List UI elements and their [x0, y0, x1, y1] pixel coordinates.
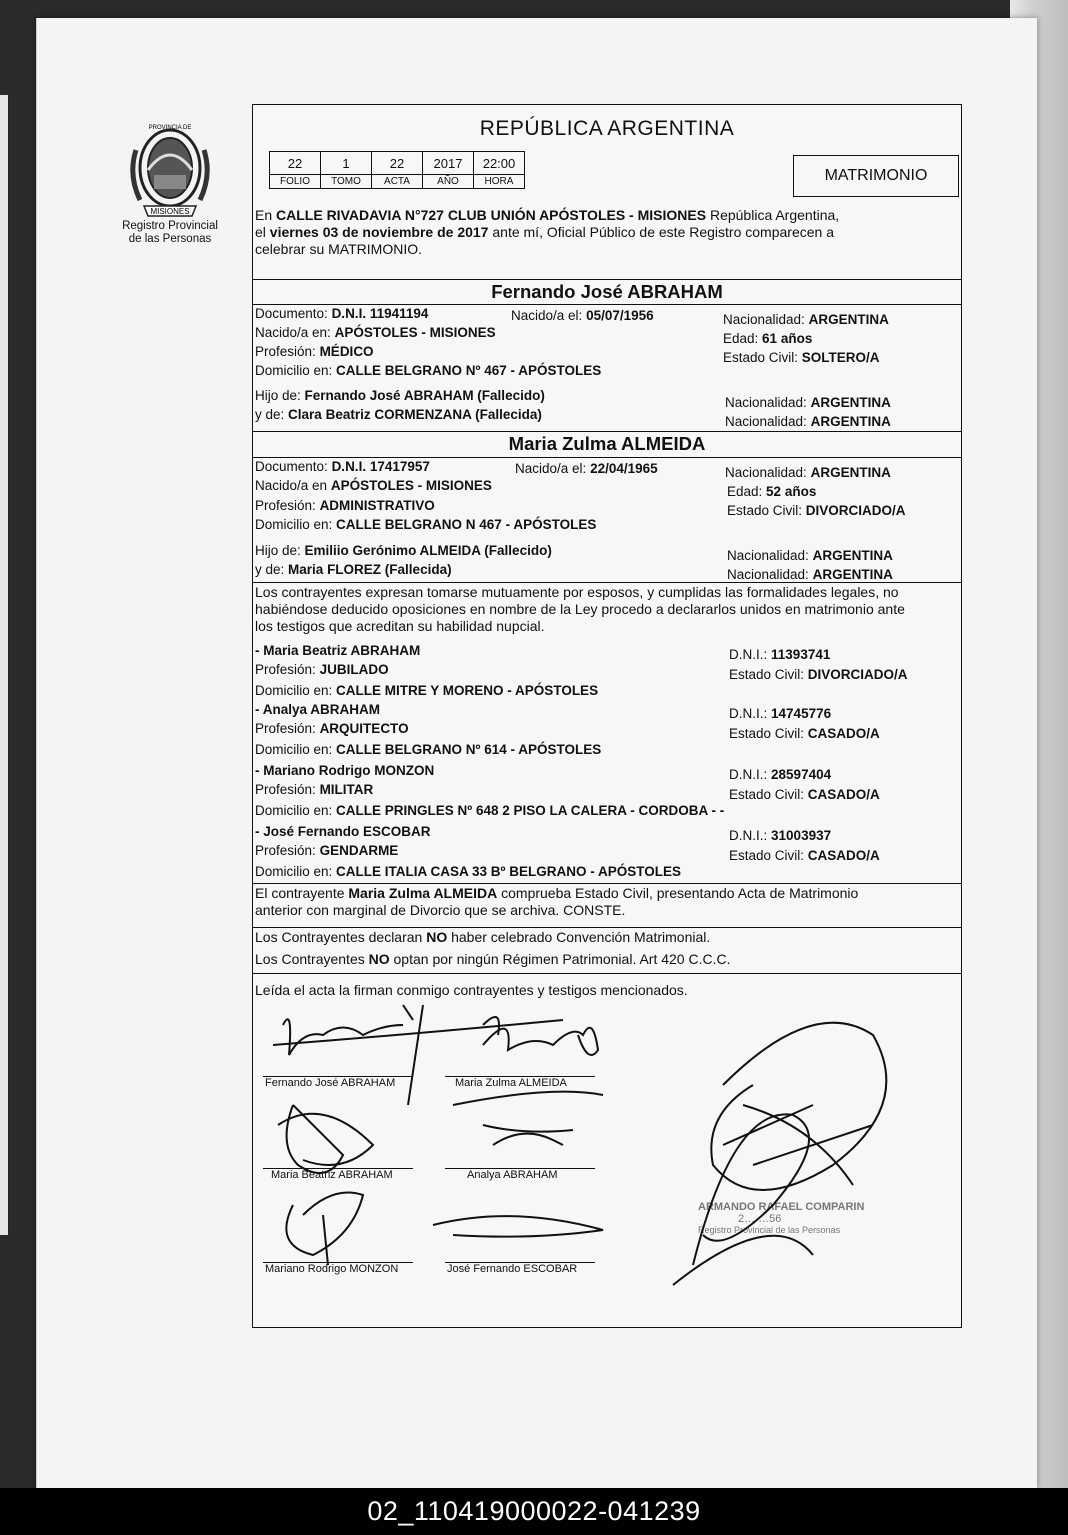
witness-name: - Analya ABRAHAM	[255, 702, 381, 717]
c1-father-nationality: Nacionalidad: ARGENTINA	[725, 395, 891, 410]
witness-address: Domicilio en: CALLE BELGRANO Nº 614 - APÓSTOLES	[255, 742, 602, 757]
civil-status-note: El contrayente Maria Zulma ALMEIDA comprueba Estado Civil, presentando Acta de Matrimonio anterior con marginal de Divorcio que se archiva. CONSTE.	[255, 885, 859, 918]
record-type: MATRIMONIO	[793, 155, 959, 197]
c1-address: Domicilio en: CALLE BELGRANO Nº 467 - APÓSTOLES	[255, 363, 602, 378]
witness-dni: D.N.I.: 14745776	[729, 706, 832, 721]
c2-profession: Profesión: ADMINISTRATIVO	[255, 498, 435, 513]
year-label: AÑO	[423, 175, 474, 189]
tomo-label: TOMO	[321, 175, 372, 189]
witness-profession: Profesión: ARQUITECTO	[255, 721, 409, 736]
seal-bottom-text: MISIONES	[150, 207, 190, 216]
witness-dni: D.N.I.: 11393741	[729, 647, 831, 662]
witness-civil-status: Estado Civil: CASADO/A	[729, 787, 880, 802]
official-stamp: ARMANDO RAFAEL COMPARIN 2… …56 Registro Provincial de las Personas	[698, 1201, 865, 1235]
seal-top-text: PROVINCIA DE	[148, 125, 192, 131]
convention-statement: Los Contrayentes declaran NO haber celebrado Convención Matrimonial.	[255, 929, 711, 945]
c2-nationality: Nacionalidad: ARGENTINA	[725, 465, 891, 480]
c2-father-nationality: Nacionalidad: ARGENTINA	[727, 548, 893, 563]
folio-label: FOLIO	[270, 175, 321, 189]
c1-born: Nacido/a el: 05/07/1956	[511, 308, 654, 323]
adjacent-page-edge	[0, 95, 9, 1235]
c2-age: Edad: 52 años	[727, 484, 817, 499]
c1-mother: y de: Clara Beatriz CORMENZANA (Fallecida)	[255, 407, 542, 422]
sig-label-bride: Maria Zulma ALMEIDA	[455, 1077, 567, 1089]
witness-name: - Maria Beatriz ABRAHAM	[255, 643, 421, 658]
year-value: 2017	[423, 152, 474, 175]
declaration-paragraph: Los contrayentes expresan tomarse mutuamente por esposos, y cumplidas las formalidades legales, no habiéndose deducido oposiciones en nombre de la Ley procedo a declararlos unidos en matrimonio ante los testigos que acreditan su habilidad nupcial.	[255, 584, 905, 634]
c1-document: Documento: D.N.I. 11941194	[255, 306, 429, 321]
witness-profession: Profesión: MILITAR	[255, 782, 374, 797]
c2-born: Nacido/a el: 22/04/1965	[515, 461, 658, 476]
witness-profession: Profesión: JUBILADO	[255, 662, 389, 677]
witness-address: Domicilio en: CALLE ITALIA CASA 33 Bº BELGRANO - APÓSTOLES	[255, 864, 681, 879]
c1-nationality: Nacionalidad: ARGENTINA	[723, 312, 889, 327]
witness-dni: D.N.I.: 31003937	[729, 828, 832, 843]
ceremony-date: viernes 03 de noviembre de 2017	[269, 224, 489, 240]
sig-label-witness3: Mariano Rodrigo MONZON	[265, 1263, 399, 1275]
c1-birthplace: Nacido/a en: APÓSTOLES - MISIONES	[255, 325, 496, 340]
intro-paragraph: En CALLE RIVADAVIA N°727 CLUB UNIÓN APÓSTOLES - MISIONES República Argentina, el viernes 03 de noviembre de 2017 ante mí, Oficial Público de este Registro comparecen a celebrar su MATRIMONIO.	[255, 207, 840, 257]
registry-label	[110, 220, 230, 246]
folio-value: 22	[270, 152, 321, 175]
c1-father: Hijo de: Fernando José ABRAHAM (Fallecido)	[255, 388, 545, 403]
witness-civil-status: Estado Civil: DIVORCIADO/A	[729, 667, 908, 682]
hour-value: 22:00	[474, 152, 525, 175]
witness-name: - José Fernando ESCOBAR	[255, 824, 431, 839]
witness-dni: D.N.I.: 28597404	[729, 767, 832, 782]
registry-line1: Registro Provincial	[122, 220, 218, 232]
c2-civil-status: Estado Civil: DIVORCIADO/A	[727, 503, 906, 518]
handwritten-signatures-icon	[253, 105, 961, 1327]
sig-label-witness2: Analya ABRAHAM	[467, 1169, 558, 1181]
witness-civil-status: Estado Civil: CASADO/A	[729, 848, 880, 863]
scan-id-footer: 02_110419000022-041239	[0, 1488, 1068, 1535]
signature-intro: Leída el acta la firman conmigo contrayentes y testigos mencionados.	[255, 982, 688, 998]
witness-profession: Profesión: GENDARME	[255, 843, 399, 858]
c2-mother-nationality: Nacionalidad: ARGENTINA	[727, 567, 893, 582]
regime-statement: Los Contrayentes NO optan por ningún Régimen Patrimonial. Art 420 C.C.C.	[255, 951, 731, 967]
acta-value: 22	[372, 152, 423, 175]
c1-age: Edad: 61 años	[723, 331, 813, 346]
witness-address: Domicilio en: CALLE MITRE Y MORENO - APÓSTOLES	[255, 683, 599, 698]
acta-label: ACTA	[372, 175, 423, 189]
contrayente2-name: Maria Zulma ALMEIDA	[508, 433, 706, 454]
hour-label: HORA	[474, 175, 525, 189]
registry-line2: de las Personas	[128, 233, 212, 245]
c2-mother: y de: Maria FLOREZ (Fallecida)	[255, 562, 452, 577]
c1-mother-nationality: Nacionalidad: ARGENTINA	[725, 414, 891, 429]
c1-civil-status: Estado Civil: SOLTERO/A	[723, 350, 880, 365]
c1-profession: Profesión: MÉDICO	[255, 344, 374, 359]
witness-civil-status: Estado Civil: CASADO/A	[729, 726, 880, 741]
witness-address: Domicilio en: CALLE PRINGLES Nº 648 2 PISO LA CALERA - CORDOBA - -	[255, 803, 725, 818]
sig-label-groom: Fernando José ABRAHAM	[265, 1077, 396, 1089]
c2-birthplace: Nacido/a en APÓSTOLES - MISIONES	[255, 478, 492, 493]
province-seal-icon	[126, 120, 214, 220]
country-title: REPÚBLICA ARGENTINA	[479, 117, 735, 140]
tomo-value: 1	[321, 152, 372, 175]
contrayente1-name: Fernando José ABRAHAM	[491, 281, 723, 302]
witness-name: - Mariano Rodrigo MONZON	[255, 763, 435, 778]
c2-address: Domicilio en: CALLE BELGRANO N 467 - APÓSTOLES	[255, 517, 597, 532]
sig-label-witness4: José Fernando ESCOBAR	[447, 1263, 578, 1275]
c2-father: Hijo de: Emiliio Gerónimo ALMEIDA (Fallecido)	[255, 543, 552, 558]
sig-label-witness1: Maria Beatriz ABRAHAM	[271, 1169, 393, 1181]
c2-document: Documento: D.N.I. 17417957	[255, 459, 430, 474]
ceremony-place: CALLE RIVADAVIA N°727 CLUB UNIÓN APÓSTOLES - MISIONES	[276, 207, 707, 223]
marriage-record	[252, 104, 962, 1328]
